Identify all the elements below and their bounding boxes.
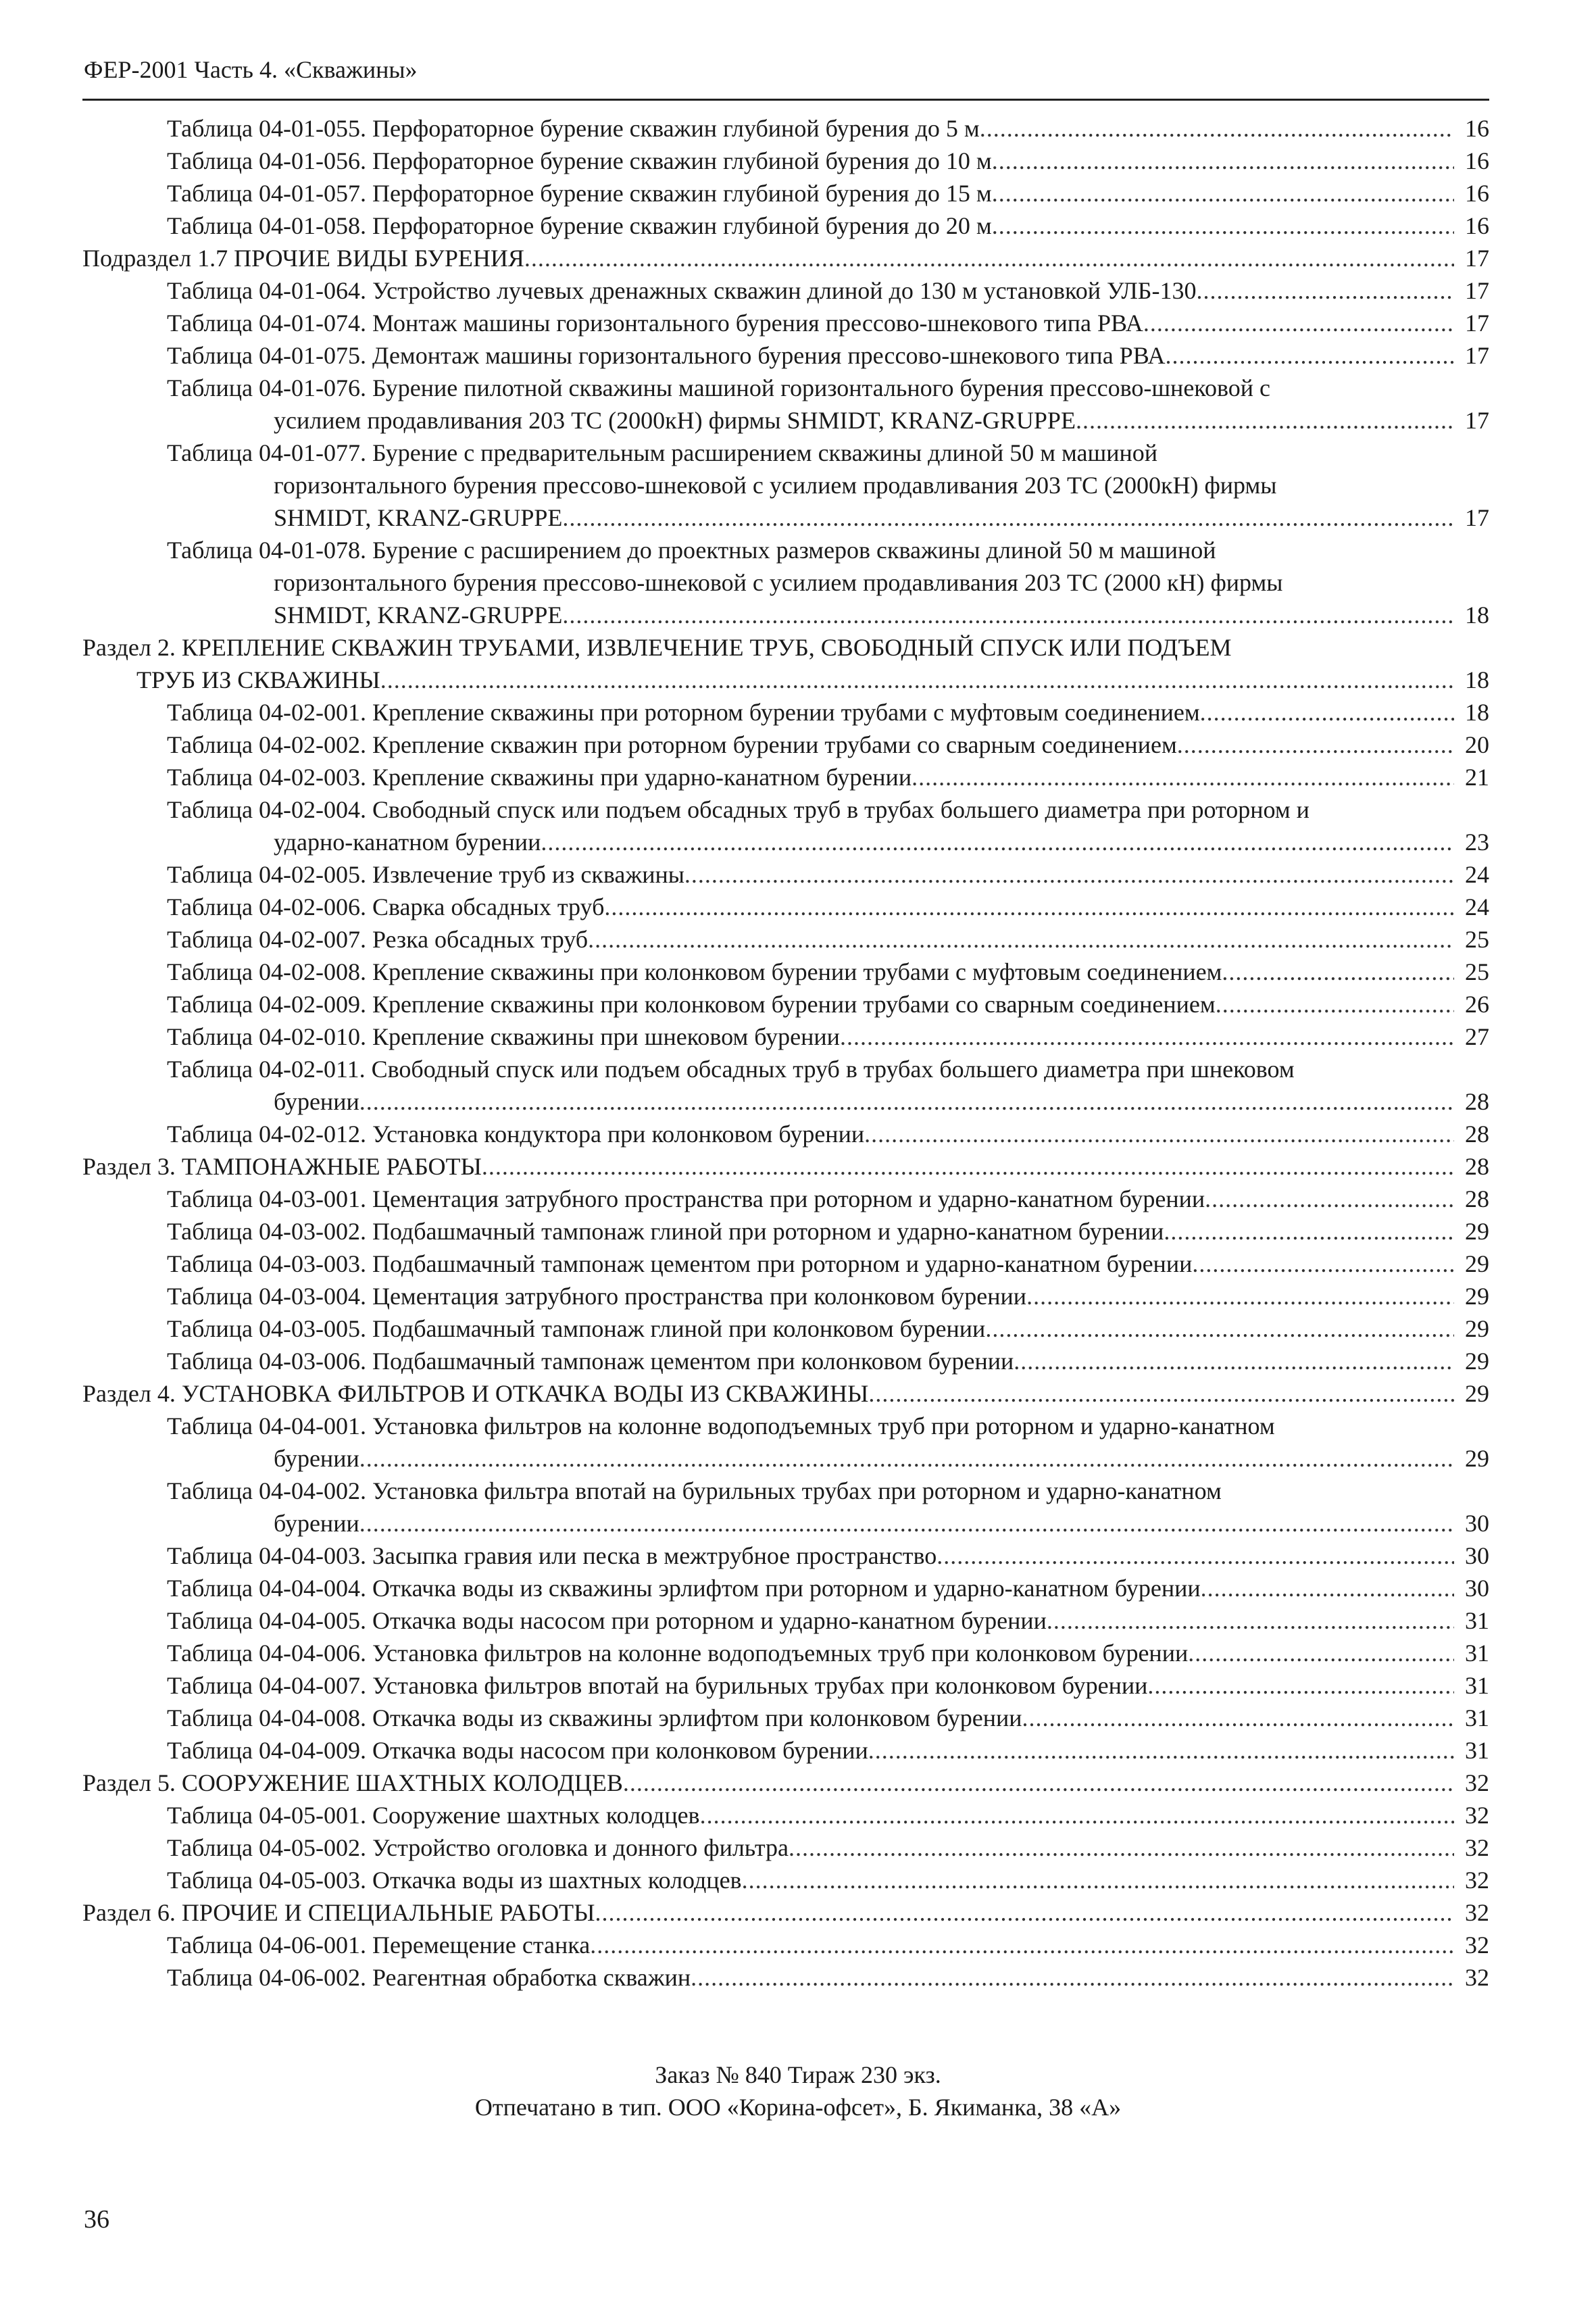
toc-table-entry[interactable]	[82, 210, 1489, 242]
toc-entry-text: Таблица 04-01-064. Устройство лучевых дренажных скважин длиной до 130 м установкой УЛБ-130	[167, 277, 1197, 304]
toc-table-entry[interactable]	[82, 1604, 1489, 1637]
toc-table-entry[interactable]	[82, 112, 1489, 145]
toc-page-number: 18	[1465, 666, 1489, 693]
toc-leader-dots	[1022, 1702, 1454, 1734]
toc-page-number: 16	[1465, 212, 1489, 239]
toc-leader-dots	[1047, 1604, 1454, 1637]
toc-entry-text: Таблица 04-05-002. Устройство оголовка и донного фильтра	[167, 1834, 789, 1861]
toc-table-entry[interactable]	[82, 988, 1489, 1020]
toc-page-number: 24	[1465, 861, 1489, 888]
toc-entry-text: Таблица 04-04-009. Откачка воды насосом при колонковом бурении	[167, 1737, 868, 1764]
toc-entry-text: Таблица 04-04-004. Откачка воды из скважины эрлифтом при роторном и ударно-канатном бурении	[167, 1575, 1201, 1602]
toc-page-number: 32	[1465, 1834, 1489, 1861]
toc-table-entry[interactable]	[82, 1929, 1489, 1961]
toc-entry-text: Таблица 04-04-002. Установка фильтра впотай на бурильных трубах при роторном и ударно-канатном	[167, 1477, 1222, 1504]
toc-table-entry[interactable]	[82, 891, 1489, 923]
toc-leader-dots	[588, 923, 1454, 956]
toc-section-entry[interactable]	[82, 1896, 1489, 1929]
toc-page-number: 20	[1465, 731, 1489, 758]
toc-leader-dots	[742, 1864, 1454, 1896]
header-rule	[82, 99, 1489, 101]
toc-table-entry[interactable]	[82, 1345, 1489, 1377]
toc-leader-dots	[1222, 956, 1454, 988]
toc-page-number: 29	[1465, 1380, 1489, 1407]
toc-table-entry[interactable]	[82, 177, 1489, 210]
toc-entry-text: Таблица 04-01-056. Перфораторное бурение скважин глубиной бурения до 10 м	[167, 147, 992, 174]
toc-entry-text: Таблица 04-06-001. Перемещение станка	[167, 1931, 591, 1959]
toc-page-number: 29	[1465, 1218, 1489, 1245]
toc-leader-dots	[937, 1540, 1454, 1572]
toc-entry-text: Таблица 04-02-011. Свободный спуск или подъем обсадных труб в трубах большего диаметра при шнековом	[167, 1056, 1295, 1083]
toc-table-entry[interactable]	[82, 858, 1489, 891]
toc-page-number: 30	[1465, 1575, 1489, 1602]
toc-entry-text: усилием продавливания 203 ТС (2000кН) фирмы SHMIDT, KRANZ-GRUPPE	[274, 407, 1076, 434]
toc-page-number: 32	[1465, 1931, 1489, 1959]
toc-leader-dots	[482, 1150, 1454, 1183]
toc-table-entry[interactable]	[82, 1637, 1489, 1669]
toc-entry-text: Раздел 3. ТАМПОНАЖНЫЕ РАБОТЫ	[82, 1153, 482, 1180]
toc-entry-text: Таблица 04-02-009. Крепление скважины при колонковом бурении трубами со сварным соединением	[167, 991, 1216, 1018]
toc-leader-dots	[562, 501, 1454, 534]
toc-entry-text: Раздел 4. УСТАНОВКА ФИЛЬТРОВ И ОТКАЧКА ВОДЫ ИЗ СКВАЖИНЫ	[82, 1380, 869, 1407]
toc-table-entry[interactable]	[82, 274, 1489, 307]
toc-entry-text: SHMIDT, KRANZ-GRUPPE	[274, 504, 563, 531]
toc-leader-dots	[562, 599, 1454, 631]
toc-leader-dots	[590, 1929, 1454, 1961]
toc-page-number: 31	[1465, 1704, 1489, 1731]
toc-leader-dots	[1147, 1669, 1454, 1702]
toc-entry-text: Таблица 04-03-004. Цементация затрубного пространства при колонковом бурении	[167, 1283, 1027, 1310]
toc-leader-dots	[980, 112, 1454, 145]
toc-page-number: 16	[1465, 180, 1489, 207]
toc-section-entry[interactable]	[82, 631, 1489, 696]
toc-table-entry[interactable]	[82, 307, 1489, 339]
toc-table-entry[interactable]	[82, 1118, 1489, 1150]
toc-entry-text: Таблица 04-05-001. Сооружение шахтных колодцев	[167, 1802, 700, 1829]
toc-entry-text: Таблица 04-02-004. Свободный спуск или подъем обсадных труб в трубах большего диаметра при роторном и	[167, 796, 1310, 823]
toc-page-number: 29	[1465, 1283, 1489, 1310]
toc-entry-text: горизонтального бурения прессово-шнековой с усилием продавливания 203 ТС (2000кН) фирмы	[274, 472, 1277, 499]
toc-entry-text: Таблица 04-04-005. Откачка воды насосом при роторном и ударно-канатном бурении	[167, 1607, 1047, 1634]
toc-page-number: 17	[1465, 342, 1489, 369]
toc-entry-text: Таблица 04-01-075. Демонтаж машины горизонтального бурения прессово-шнекового типа РВА	[167, 342, 1166, 369]
toc-page-number: 32	[1465, 1802, 1489, 1829]
page-number: 36	[84, 2205, 109, 2234]
toc-page-number: 25	[1465, 926, 1489, 953]
toc-leader-dots	[1188, 1637, 1454, 1669]
toc-table-entry[interactable]	[82, 339, 1489, 372]
toc-page-number: 17	[1465, 407, 1489, 434]
toc-leader-dots	[595, 1896, 1454, 1929]
toc-entry-text: бурении	[274, 1445, 359, 1472]
toc-page-number: 18	[1465, 699, 1489, 726]
toc-entry-text: Таблица 04-01-074. Монтаж машины горизонтального бурения прессово-шнекового типа РВА	[167, 310, 1143, 337]
toc-page-number: 16	[1465, 147, 1489, 174]
toc-leader-dots	[1143, 307, 1454, 339]
toc-page-number: 28	[1465, 1185, 1489, 1212]
toc-entry-text: ТРУБ ИЗ СКВАЖИНЫ	[136, 666, 380, 693]
toc-entry-text: Таблица 04-02-008. Крепление скважины при колонковом бурении трубами с муфтовым соединением	[167, 958, 1222, 985]
toc-table-entry[interactable]	[82, 1540, 1489, 1572]
toc-entry-text: Таблица 04-03-005. Подбашмачный тампонаж глиной при колонковом бурении	[167, 1315, 986, 1342]
toc-table-entry[interactable]	[82, 696, 1489, 729]
toc-entry-text: Таблица 04-03-002. Подбашмачный тампонаж глиной при роторном и ударно-канатном бурении	[167, 1218, 1164, 1245]
toc-page-number: 30	[1465, 1542, 1489, 1569]
toc-page-number: 17	[1465, 245, 1489, 272]
toc-page-number: 29	[1465, 1315, 1489, 1342]
toc-leader-dots	[1014, 1345, 1454, 1377]
toc-entry-text: Таблица 04-06-002. Реагентная обработка скважин	[167, 1964, 691, 1991]
toc-entry-text: Таблица 04-03-001. Цементация затрубного пространства при роторном и ударно-канатном бурении	[167, 1185, 1205, 1212]
imprint-order-line: Заказ № 840 Тираж 230 экз.	[655, 2061, 941, 2088]
toc-leader-dots	[623, 1767, 1454, 1799]
toc-leader-dots	[1216, 988, 1454, 1020]
toc-leader-dots	[868, 1377, 1454, 1410]
toc-entry-text: Таблица 04-01-078. Бурение с расширением до проектных размеров скважины длиной 50 м машиной	[167, 537, 1216, 564]
toc-leader-dots	[359, 1085, 1454, 1118]
toc-table-entry[interactable]	[82, 1702, 1489, 1734]
imprint	[0, 2059, 1596, 2123]
toc-entry-text: SHMIDT, KRANZ-GRUPPE	[274, 601, 563, 629]
toc-page-number: 30	[1465, 1510, 1489, 1537]
imprint-printer-line: Отпечатано в тип. ООО «Корина-офсет», Б. Якиманка, 38 «А»	[474, 2094, 1122, 2121]
toc-page-number: 32	[1465, 1867, 1489, 1894]
toc-page-number: 31	[1465, 1672, 1489, 1699]
toc-leader-dots	[1201, 1572, 1454, 1604]
toc-leader-dots	[912, 761, 1454, 793]
toc-entry-text: Таблица 04-01-058. Перфораторное бурение скважин глубиной бурения до 20 м	[167, 212, 992, 239]
toc-leader-dots	[524, 242, 1454, 274]
toc-leader-dots	[992, 210, 1454, 242]
toc-table-entry[interactable]	[82, 534, 1489, 631]
toc-page-number: 31	[1465, 1640, 1489, 1667]
toc-page-number: 24	[1465, 893, 1489, 920]
toc-entry-text: Раздел 5. СООРУЖЕНИЕ ШАХТНЫХ КОЛОДЦЕВ	[82, 1769, 623, 1796]
toc-page-number: 29	[1465, 1445, 1489, 1472]
toc-entry-text: Подраздел 1.7 ПРОЧИЕ ВИДЫ БУРЕНИЯ	[82, 245, 524, 272]
toc-entry-text: Таблица 04-02-005. Извлечение труб из скважины	[167, 861, 684, 888]
toc-entry-text: Таблица 04-02-001. Крепление скважины при роторном бурении трубами с муфтовым соединением	[167, 699, 1200, 726]
toc-leader-dots	[1192, 1248, 1454, 1280]
toc-page-number: 29	[1465, 1348, 1489, 1375]
toc-page-number: 28	[1465, 1121, 1489, 1148]
toc-table-entry[interactable]	[82, 923, 1489, 956]
toc-entry-text: Таблица 04-02-006. Сварка обсадных труб	[167, 893, 605, 920]
toc-table-entry[interactable]	[82, 761, 1489, 793]
toc-table-entry[interactable]	[82, 793, 1489, 858]
toc-leader-dots	[359, 1507, 1454, 1540]
toc-entry-text: Таблица 04-03-003. Подбашмачный тампонаж цементом при роторном и ударно-канатном бурении	[167, 1250, 1193, 1277]
toc-leader-dots	[864, 1118, 1454, 1150]
toc-leader-dots	[992, 177, 1454, 210]
toc-table-entry[interactable]	[82, 1669, 1489, 1702]
toc-leader-dots	[380, 664, 1454, 696]
toc-page-number: 17	[1465, 310, 1489, 337]
toc-entry-text: Таблица 04-04-003. Засыпка гравия или песка в межтрубное пространство	[167, 1542, 937, 1569]
toc-leader-dots	[1205, 1183, 1454, 1215]
toc-entry-text: горизонтального бурения прессово-шнековой с усилием продавливания 203 ТС (2000 кН) фирмы	[274, 569, 1283, 596]
toc-leader-dots	[992, 145, 1454, 177]
toc-page-number: 16	[1465, 115, 1489, 142]
toc-leader-dots	[541, 826, 1454, 858]
toc-table-entry[interactable]	[82, 1312, 1489, 1345]
toc-entry-text: Таблица 04-02-012. Установка кондуктора при колонковом бурении	[167, 1121, 865, 1148]
toc-page-number: 31	[1465, 1737, 1489, 1764]
toc-leader-dots	[840, 1020, 1454, 1053]
toc-page-number: 31	[1465, 1607, 1489, 1634]
toc-entry-text: Таблица 04-02-002. Крепление скважин при роторном бурении трубами со сварным соединением	[167, 731, 1177, 758]
toc-page-number: 17	[1465, 504, 1489, 531]
toc-leader-dots	[684, 858, 1454, 891]
toc-entry-text: Таблица 04-01-055. Перфораторное бурение скважин глубиной бурения до 5 м	[167, 115, 980, 142]
toc-leader-dots	[789, 1831, 1454, 1864]
toc-table-entry[interactable]	[82, 1410, 1489, 1475]
toc-table-entry[interactable]	[82, 1864, 1489, 1896]
toc-table-entry[interactable]	[82, 1799, 1489, 1831]
toc-page-number: 26	[1465, 991, 1489, 1018]
toc-table-entry[interactable]	[82, 1280, 1489, 1312]
toc-leader-dots	[1165, 339, 1454, 372]
toc-entry-text: Таблица 04-04-001. Установка фильтров на колонне водоподъемных труб при роторном и ударно-канатном	[167, 1412, 1275, 1439]
toc-page-number: 28	[1465, 1088, 1489, 1115]
toc-table-entry[interactable]	[82, 1053, 1489, 1118]
toc-page-number: 32	[1465, 1899, 1489, 1926]
toc-leader-dots	[1076, 404, 1454, 437]
toc-table-entry[interactable]	[82, 1734, 1489, 1767]
toc-section-entry[interactable]	[82, 1767, 1489, 1799]
toc-entry-text: Таблица 04-05-003. Откачка воды из шахтных колодцев	[167, 1867, 742, 1894]
toc-leader-dots	[1164, 1215, 1454, 1248]
toc-leader-dots	[868, 1734, 1454, 1767]
toc-table-entry[interactable]	[82, 1475, 1489, 1540]
table-of-contents	[82, 112, 1489, 1994]
toc-entry-text: Таблица 04-01-076. Бурение пилотной скважины машиной горизонтального бурения прессово-шнековой с	[167, 374, 1270, 401]
toc-entry-text: Таблица 04-02-007. Резка обсадных труб	[167, 926, 589, 953]
toc-leader-dots	[1196, 274, 1454, 307]
toc-leader-dots	[1200, 696, 1454, 729]
toc-page-number: 17	[1465, 277, 1489, 304]
toc-leader-dots	[359, 1442, 1454, 1475]
toc-leader-dots	[1177, 729, 1454, 761]
toc-table-entry[interactable]	[82, 1572, 1489, 1604]
toc-page-number: 25	[1465, 958, 1489, 985]
toc-entry-text: Таблица 04-03-006. Подбашмачный тампонаж цементом при колонковом бурении	[167, 1348, 1014, 1375]
toc-section-entry[interactable]	[82, 1377, 1489, 1410]
toc-page-number: 28	[1465, 1153, 1489, 1180]
toc-entry-text: Таблица 04-01-057. Перфораторное бурение скважин глубиной бурения до 15 м	[167, 180, 992, 207]
toc-section-entry[interactable]	[82, 1150, 1489, 1183]
toc-table-entry[interactable]	[82, 1248, 1489, 1280]
toc-table-entry[interactable]	[82, 1831, 1489, 1864]
toc-table-entry[interactable]	[82, 372, 1489, 437]
toc-page-number: 18	[1465, 601, 1489, 629]
toc-table-entry[interactable]	[82, 729, 1489, 761]
running-header: ФЕР-2001 Часть 4. «Скважины»	[84, 56, 418, 83]
toc-entry-text: Раздел 6. ПРОЧИЕ И СПЕЦИАЛЬНЫЕ РАБОТЫ	[82, 1899, 595, 1926]
toc-page-number: 29	[1465, 1250, 1489, 1277]
toc-table-entry[interactable]	[82, 1020, 1489, 1053]
toc-leader-dots	[700, 1799, 1454, 1831]
toc-entry-text: Таблица 04-04-008. Откачка воды из скважины эрлифтом при колонковом бурении	[167, 1704, 1022, 1731]
toc-table-entry[interactable]	[82, 1961, 1489, 1994]
toc-page-number: 21	[1465, 764, 1489, 791]
toc-leader-dots	[691, 1961, 1454, 1994]
toc-section-entry[interactable]	[82, 242, 1489, 274]
toc-table-entry[interactable]	[82, 956, 1489, 988]
toc-entry-text: Раздел 2. КРЕПЛЕНИЕ СКВАЖИН ТРУБАМИ, ИЗВЛЕЧЕНИЕ ТРУБ, СВОБОДНЫЙ СПУСК ИЛИ ПОДЪЕМ	[82, 634, 1232, 661]
toc-entry-text: Таблица 04-04-006. Установка фильтров на колонне водоподъемных труб при колонковом бурении	[167, 1640, 1189, 1667]
toc-leader-dots	[1026, 1280, 1454, 1312]
toc-entry-text: бурении	[274, 1510, 359, 1537]
toc-entry-text: бурении	[274, 1088, 359, 1115]
toc-leader-dots	[604, 891, 1454, 923]
toc-entry-text: Таблица 04-01-077. Бурение с предварительным расширением скважины длиной 50 м машиной	[167, 439, 1158, 466]
toc-entry-text: ударно-канатном бурении	[274, 829, 541, 856]
toc-page-number: 32	[1465, 1769, 1489, 1796]
toc-leader-dots	[985, 1312, 1454, 1345]
toc-table-entry[interactable]	[82, 1215, 1489, 1248]
toc-entry-text: Таблица 04-02-003. Крепление скважины при ударно-канатном бурении	[167, 764, 912, 791]
toc-page-number: 27	[1465, 1023, 1489, 1050]
toc-page-number: 32	[1465, 1964, 1489, 1991]
toc-entry-text: Таблица 04-02-010. Крепление скважины при шнековом бурении	[167, 1023, 840, 1050]
toc-table-entry[interactable]	[82, 1183, 1489, 1215]
toc-entry-text: Таблица 04-04-007. Установка фильтров впотай на бурильных трубах при колонковом бурении	[167, 1672, 1148, 1699]
toc-table-entry[interactable]	[82, 437, 1489, 534]
toc-table-entry[interactable]	[82, 145, 1489, 177]
toc-page-number: 23	[1465, 829, 1489, 856]
